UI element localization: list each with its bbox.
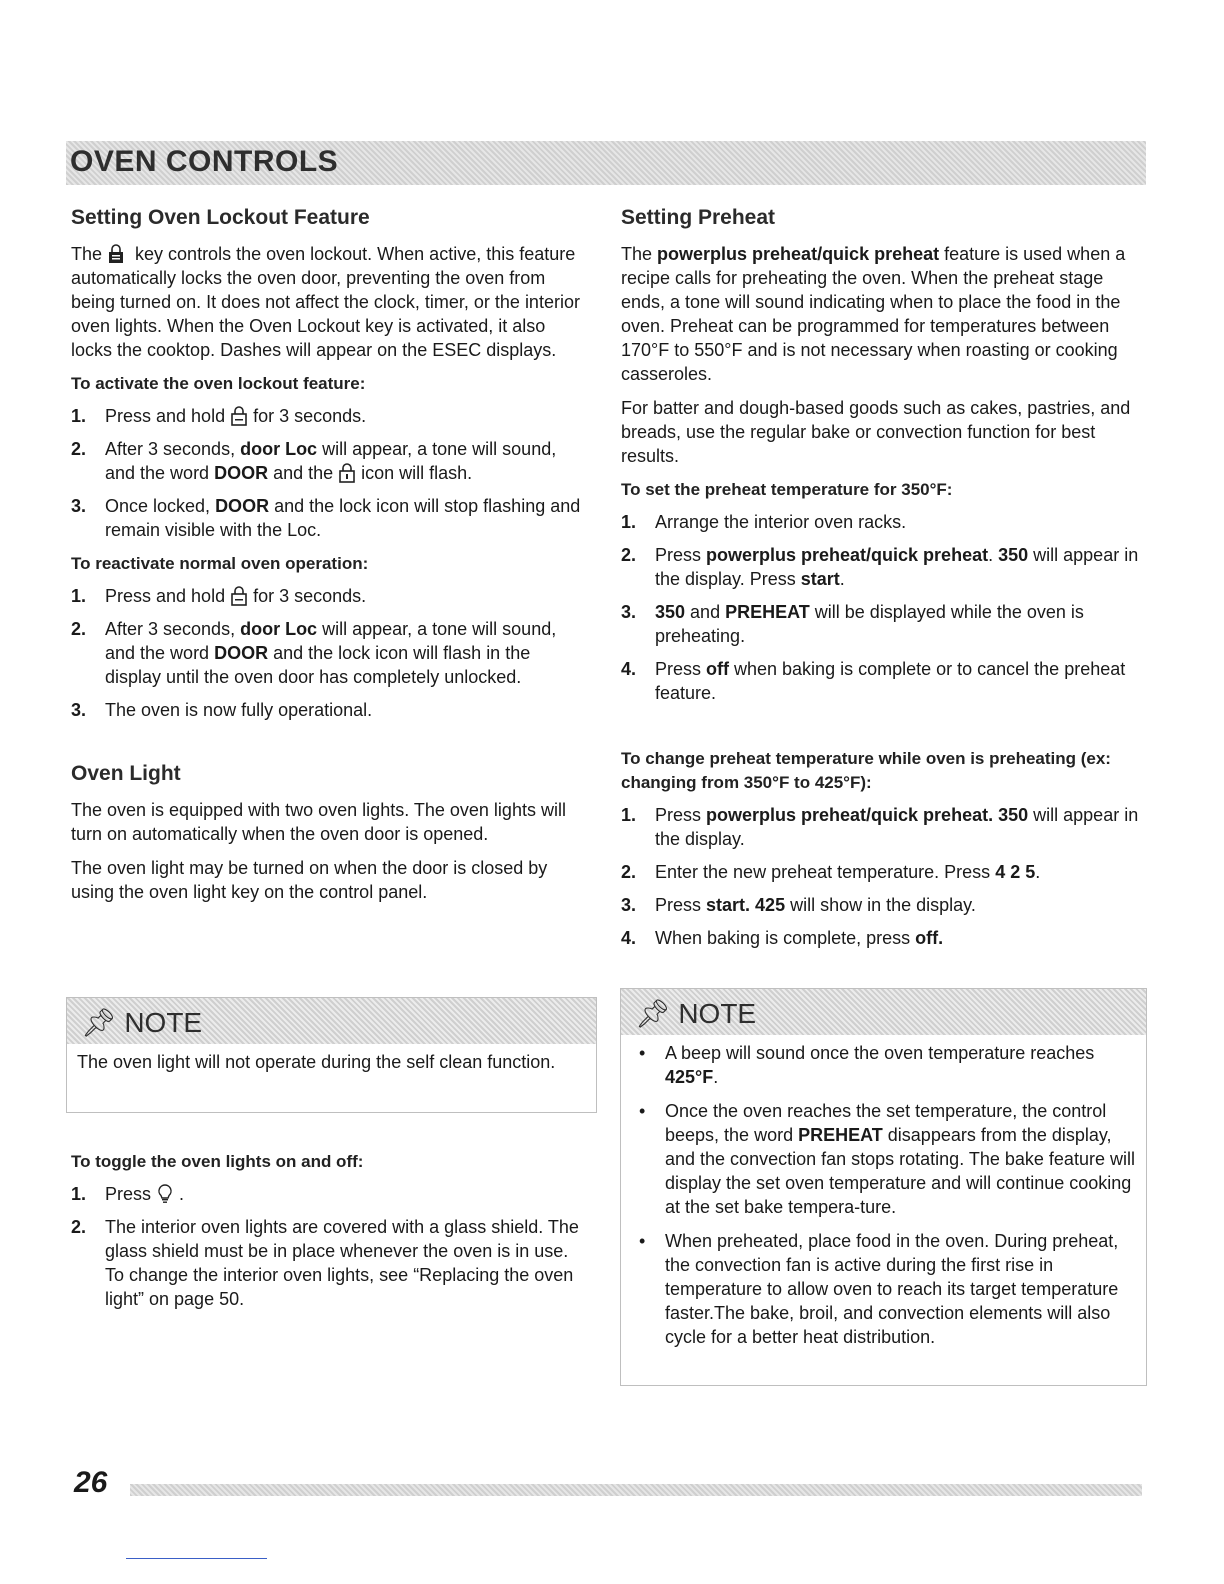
pushpin-icon: 📌︎ — [81, 1007, 117, 1038]
bold-text: powerplus preheat/quick preheat — [657, 244, 940, 264]
step-number: 2. — [621, 862, 637, 882]
toggle-steps — [71, 1182, 591, 1311]
pushpin-icon: 📌︎ — [635, 998, 671, 1029]
list-item — [621, 893, 1141, 917]
step-text: . — [988, 545, 999, 565]
set-preheat-steps — [621, 510, 1141, 705]
note-header — [621, 989, 1146, 1035]
step-text: After 3 seconds, — [105, 439, 241, 459]
step-text: icon will flash. — [361, 463, 473, 483]
step-text: Press — [655, 895, 707, 915]
step-text: and the lock icon will stop flashing and remain visible with the Loc. — [105, 496, 581, 540]
step-text: The interior oven lights are covered with a glass shield. The glass shield must be in place whenever the oven is in use. To change the interior oven lights, see “Replacing the oven light” on page 50. — [105, 1217, 579, 1309]
step-text: will appear in the display. Press — [655, 545, 1139, 589]
step-bold: 425 — [755, 895, 786, 915]
note-body — [621, 1035, 1146, 1369]
step-bold: off. — [915, 928, 944, 948]
step-bold: door Loc — [240, 439, 318, 459]
step-text: Press — [105, 1184, 152, 1204]
text: The — [621, 244, 658, 264]
note-label-text: NOTE — [124, 1007, 203, 1038]
bold-text: 425°F — [665, 1067, 714, 1087]
step-text: will appear, a tone will sound, and the word — [105, 619, 557, 663]
text: feature is used when a recipe calls for preheating the oven. When the preheat stage ends, a tone will sound indicating when to place the food in the oven. Preheat can be programmed for temperatures between 170°F to 550°F and is not necessary when roasting or cooking casseroles. — [621, 244, 1126, 384]
list-item — [71, 617, 591, 689]
step-bold: off — [706, 659, 729, 679]
intro-post: key controls the oven lockout. When active, this feature automatically locks the oven door, preventing the oven from being turned on. It does not affect the clock, timer, or the interior oven lights. When the Oven Lockout key is activated, it also locks the cooktop. Dashes will appear on the ESEC displays. — [71, 244, 580, 360]
left-column — [71, 206, 591, 914]
list-item — [621, 543, 1141, 591]
toggle-heading: To toggle the oven lights on and off: — [71, 1152, 364, 1171]
left-column-lower — [71, 1150, 591, 1321]
step-text: Press — [655, 545, 707, 565]
step-text: and — [685, 602, 726, 622]
step-number: 3. — [621, 602, 637, 622]
lock-key-icon — [231, 586, 247, 606]
text: Once the oven reaches the set temperature, the control beeps, the word — [665, 1101, 1107, 1145]
step-number: 1. — [71, 406, 87, 426]
step-text: Press — [655, 805, 707, 825]
footer-band — [130, 1484, 1142, 1496]
lockout-intro — [71, 242, 591, 362]
note-bullets — [631, 1041, 1136, 1349]
step-text: when baking is complete or to cancel the preheat feature. — [655, 659, 1126, 703]
step-number: 2. — [71, 1217, 87, 1237]
step-text: When baking is complete, press — [655, 928, 916, 948]
list-item — [71, 494, 591, 542]
intro-pre: The — [71, 244, 103, 264]
change-preheat-heading: To change preheat temperature while oven is preheating (ex: changing from 350°F to 425°F): — [621, 749, 1111, 792]
step-bold: powerplus preheat/quick preheat. — [706, 805, 994, 825]
bold-text: PREHEAT — [798, 1125, 883, 1145]
lock-icon — [339, 463, 355, 483]
lock-key-icon — [231, 406, 247, 426]
list-item — [71, 1215, 591, 1311]
step-bold: PREHEAT — [725, 602, 810, 622]
step-bold: powerplus preheat/quick preheat — [706, 545, 989, 565]
preheat-p1 — [621, 242, 1141, 386]
step-text: will appear, a tone will sound, and the word — [105, 439, 557, 483]
step-text: The oven is now fully operational. — [105, 700, 373, 720]
note-label — [81, 1006, 202, 1039]
list-item — [621, 926, 1141, 950]
step-text: Press — [655, 659, 707, 679]
step-number: 3. — [621, 895, 637, 915]
oven-light-p2: The oven light may be turned on when the door is closed by using the oven light key on the control panel. — [71, 858, 548, 902]
light-bulb-icon — [157, 1184, 173, 1204]
step-number: 1. — [71, 1184, 87, 1204]
step-bold: DOOR — [214, 463, 269, 483]
section-title: OVEN CONTROLS — [70, 145, 339, 178]
lockout-title: Setting Oven Lockout Feature — [71, 206, 370, 229]
step-bold: 350 — [998, 545, 1029, 565]
step-text: . — [1035, 862, 1041, 882]
oven-light-p1: The oven is equipped with two oven lights. The oven lights will turn on automatically when the oven door is opened. — [71, 800, 566, 844]
preheat-title: Setting Preheat — [621, 206, 776, 229]
list-item — [71, 437, 591, 485]
bottom-rule — [126, 1558, 267, 1559]
step-bold: 350 — [655, 602, 686, 622]
text: A beep will sound once the oven temperature reaches — [665, 1043, 1095, 1063]
lock-key-icon — [108, 244, 124, 264]
note-header — [67, 998, 596, 1044]
note-box-preheat — [620, 988, 1147, 1386]
step-number: 3. — [71, 496, 87, 516]
change-preheat-steps — [621, 803, 1141, 950]
reactivate-heading: To reactivate normal oven operation: — [71, 554, 369, 573]
page-number: 26 — [74, 1466, 108, 1499]
step-text: . — [179, 1184, 185, 1204]
text: disappears from the display, and the convection fan stops rotating. The bake feature will display the set oven temperature and will continue cooking at the set bake tempera-ture. — [665, 1125, 1135, 1217]
set-preheat-heading: To set the preheat temperature for 350°F: — [621, 480, 953, 499]
step-text: After 3 seconds, — [105, 619, 241, 639]
note-label — [635, 997, 756, 1030]
list-item — [71, 584, 591, 608]
step-number: 2. — [71, 439, 87, 459]
step-text: will appear in the display. — [655, 805, 1139, 849]
list-item — [631, 1041, 1136, 1089]
list-item — [621, 860, 1141, 884]
section-header-band — [66, 141, 1146, 185]
step-number: 3. — [71, 700, 87, 720]
preheat-p2: For batter and dough-based goods such as cakes, pastries, and breads, use the regular bake or convection function for best results. — [621, 398, 1131, 466]
step-number: 2. — [621, 545, 637, 565]
note-box-oven-light — [66, 997, 597, 1113]
list-item — [621, 657, 1141, 705]
step-text: will be displayed while the oven is preheating. — [655, 602, 1084, 646]
step-text: for 3 seconds. — [253, 586, 367, 606]
step-bold: door Loc — [240, 619, 318, 639]
step-text: . — [839, 569, 845, 589]
step-bold: start — [800, 569, 840, 589]
step-number: 2. — [71, 619, 87, 639]
step-text: and the — [268, 463, 334, 483]
list-item — [71, 1182, 591, 1206]
step-text: will show in the display. — [785, 895, 976, 915]
step-number: 1. — [621, 512, 637, 532]
step-text: for 3 seconds. — [253, 406, 367, 426]
right-column — [621, 206, 1141, 960]
step-number: 4. — [621, 928, 637, 948]
step-text: Press and hold — [105, 406, 226, 426]
list-item: • When preheated, place food in the oven. During preheat, the convection fan is active during the first rise in temperature to allow oven to reach its target temperature faster.The bake, broil, and convection elements will also cycle for a better heat distribution. — [631, 1229, 1136, 1349]
oven-light-title: Oven Light — [71, 762, 181, 785]
step-bold: 350 — [998, 805, 1029, 825]
list-item — [631, 1099, 1136, 1219]
reactivate-steps — [71, 584, 591, 722]
list-item — [621, 510, 1141, 534]
step-number: 1. — [621, 805, 637, 825]
step-text: Once locked, — [105, 496, 216, 516]
activate-steps — [71, 404, 591, 542]
step-text: and the lock icon will flash in the display until the oven door has completely unlocked. — [105, 643, 531, 687]
step-bold: DOOR — [214, 643, 269, 663]
note-body: The oven light will not operate during the self clean function. — [77, 1052, 556, 1072]
step-text: Press and hold — [105, 586, 226, 606]
step-text: Enter the new preheat temperature. Press — [655, 862, 996, 882]
list-item — [621, 803, 1141, 851]
text: . — [713, 1067, 719, 1087]
step-bold: DOOR — [215, 496, 270, 516]
list-item — [71, 698, 591, 722]
list-item — [621, 600, 1141, 648]
step-number: 1. — [71, 586, 87, 606]
note-label-text: NOTE — [678, 998, 757, 1029]
step-text: Arrange the interior oven racks. — [655, 512, 907, 532]
step-number: 4. — [621, 659, 637, 679]
activate-heading: To activate the oven lockout feature: — [71, 374, 366, 393]
step-bold: 4 2 5 — [995, 862, 1036, 882]
step-bold: start. — [706, 895, 751, 915]
list-item — [71, 404, 591, 428]
